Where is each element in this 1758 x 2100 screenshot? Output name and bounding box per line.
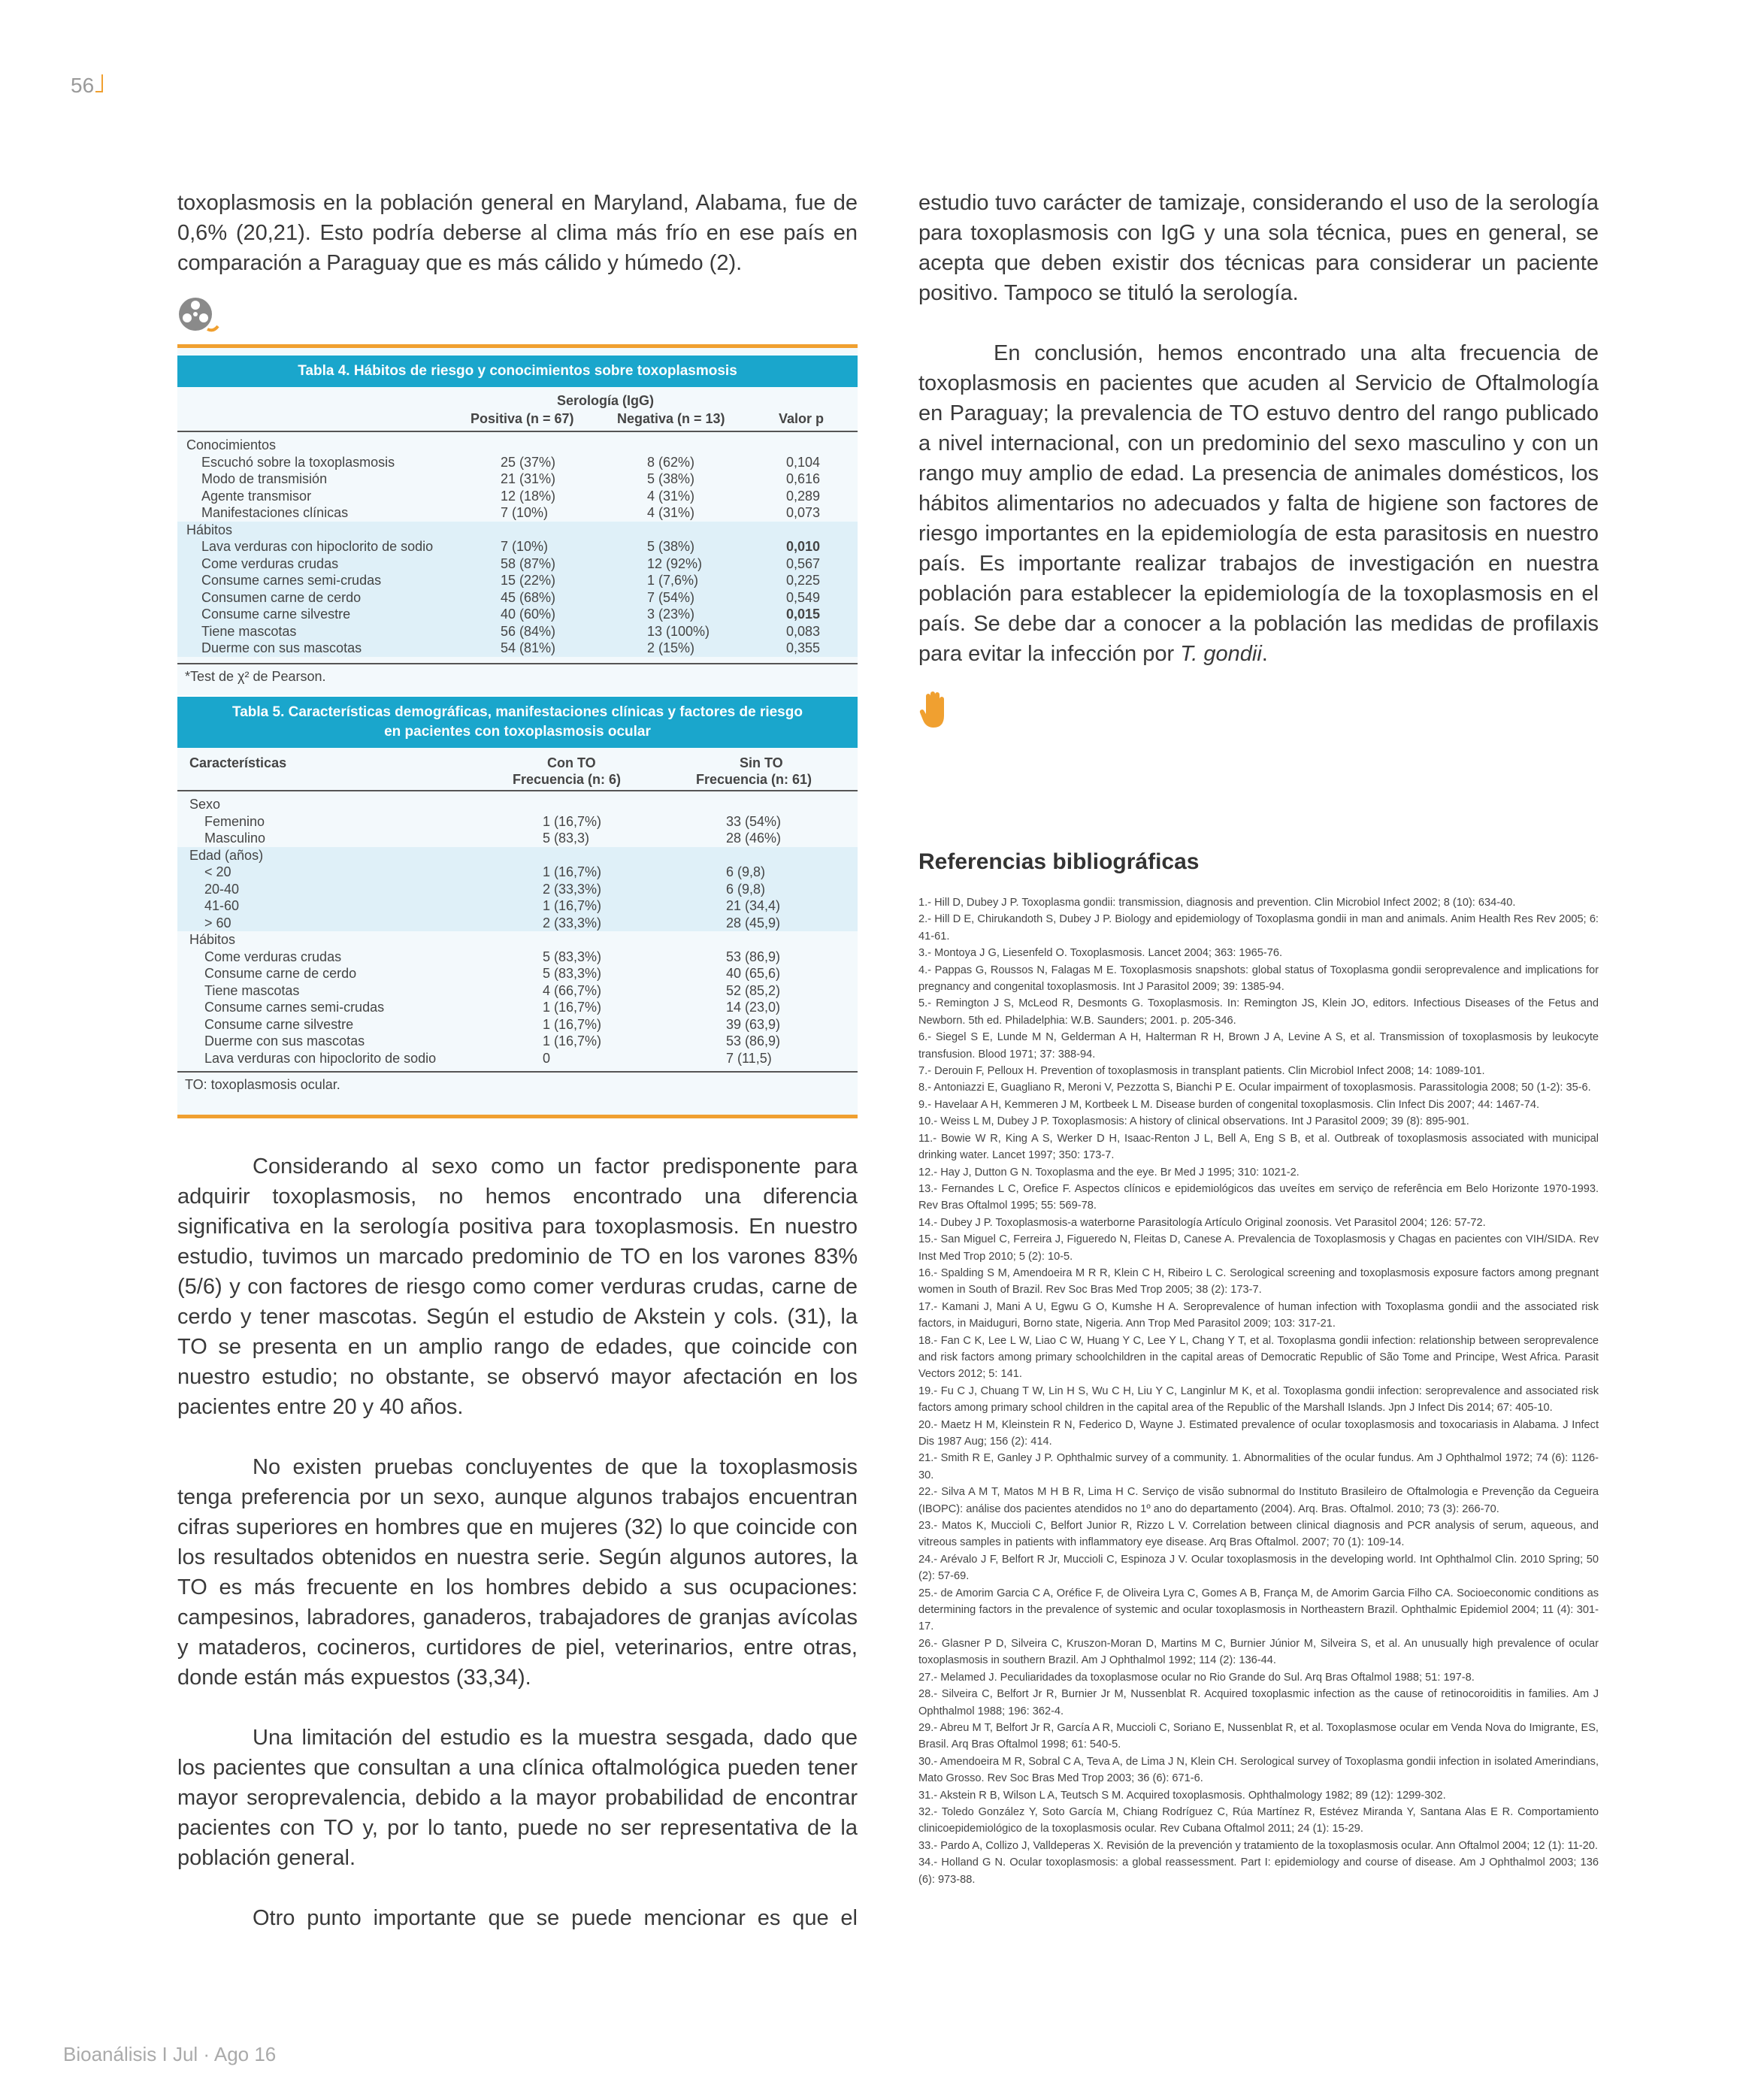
table-cell: 3 (23%) — [647, 607, 695, 622]
table-row — [177, 982, 858, 1000]
table-cell: 0,225 — [786, 573, 821, 588]
table-4-title: Tabla 4. Hábitos de riesgo y conocimientos sobre toxoplasmosis — [177, 356, 858, 387]
table-row — [177, 1033, 858, 1050]
table-cell: 0,549 — [786, 589, 821, 605]
table-cell: 5 (38%) — [647, 471, 695, 486]
table-cell: 13 (100%) — [647, 623, 710, 639]
row-label: 20-40 — [204, 881, 240, 897]
reference-item: 6.- Siegel S E, Lunde M N, Gelderman A H, Halterman R H, Brown J A, Levine A S, et al. Transmission of toxoplasmosis by leukocyte transfusion. Blood 1971; 37: 388-94. — [918, 1031, 1599, 1061]
table-cell: 40 (65,6) — [726, 966, 781, 981]
reference-item: 16.- Spalding S M, Amendoeira M R R, Klein C H, Ribeiro L C. Serological screening and toxoplasmosis exposure factors among pregnant women in South of Brazil. Rev Soc Bras Med Trop 2005; 38 (2): 173-7. — [918, 1266, 1599, 1297]
paragraph: Considerando al sexo como un factor predisponente para adquirir toxoplasmosis, no hemos encontrado una diferencia significativa en la serología positiva para toxoplasmosis. En nuestro estudio, tuvimos un marcado predominio de TO en los varones 83% (5/6) y con factores de riesgo como comer verduras crudas, carne de cerdo y tener mascotas. Según el estudio de Akstein y cols. (31), la TO se presenta en un amplio rango de edades, que coincide con nuestro estudio; no obstante, se observó mayor afectación en los pacientes entre 20 y 40 años. — [177, 1154, 858, 1419]
table-group-label — [177, 796, 858, 813]
table-cell: 5 (83,3%) — [543, 966, 602, 981]
table-section — [177, 931, 858, 1067]
row-label: Tiene mascotas — [204, 982, 300, 998]
table-cell: 4 (31%) — [647, 488, 695, 504]
reference-item: 23.- Matos K, Muccioli C, Belfort Junior R, Rizzo L V. Correlation between clinical diagnosis and PCR analysis of serum, aqueous, and vitreous samples in patients with inflammatory eye disease. Arq Bras Oftalmol. 2007; 70 (1): 109-14. — [918, 1520, 1599, 1549]
table-cell: 0,073 — [786, 505, 821, 520]
reference-item: 13.- Fernandes L C, Orefice F. Aspectos clínicos e epidemiológicos das uveítes em serviço de referência em Belo Horizonte 1970-1993. Rev Bras Oftalmol 1995; 55: 569-78. — [918, 1182, 1599, 1212]
left-column-intro — [177, 188, 858, 308]
reference-item: 15.- San Miguel C, Ferreira J, Figueredo N, Fleitas D, Canese A. Prevalencia de Toxoplasmosis y Chagas en pacientes con VIH/SIDA. Rev Inst Med Trop 2010; 5 (2): 10-5. — [918, 1233, 1599, 1263]
reference-item: 5.- Remington J S, McLeod R, Desmonts G. Toxoplasmosis. In: Remington JS, Klein JO, editors. Infectious Diseases of the Fetus and Newborn. 5th ed. Philadelphia: W.B. Saunders; 2001. p. 205-346. — [918, 997, 1599, 1027]
row-label: < 20 — [204, 864, 231, 879]
table-row — [177, 897, 858, 915]
table-cell: 33 (54%) — [726, 813, 782, 829]
table-4 — [177, 344, 858, 695]
table-4-footnote: *Test de χ² de Pearson. — [177, 663, 858, 689]
row-label: Tiene mascotas — [201, 623, 297, 639]
reference-item: 2.- Hill D E, Chirukandoth S, Dubey J P. Biology and epidemiology of Toxoplasma gondii in man and animals. Anim Health Res Rev 2005; 6: 41-61. — [918, 913, 1599, 943]
table-cell: 4 (66,7%) — [543, 982, 602, 998]
table-4-body — [177, 432, 858, 657]
table-row — [177, 454, 858, 471]
row-label: Consume carne silvestre — [201, 607, 351, 622]
reference-item: 19.- Fu C J, Chuang T W, Lin H S, Wu C H, Liu Y C, Langinlur M K, et al. Toxoplasma gondii infection: seroprevalence and associated risk factors among primary school children in the capital area of the Republic of the Marshall Islands. Jpn J Infect Dis 2014; 67: 405-10. — [918, 1384, 1599, 1415]
table-cell: 7 (10%) — [501, 539, 549, 554]
table-cell: 6 (9,8) — [726, 881, 766, 897]
table-row — [177, 538, 858, 555]
paragraph: En conclusión, hemos encontrado una alta frecuencia de toxoplasmosis en pacientes que acuden al Servicio de Oftalmología en Paraguay; la prevalencia de TO estuvo dentro del rango publicado a nivel internacional, con un predominio del sexo masculino y con un rango muy amplio de edad. La presencia de animales domésticos, los hábitos alimentarios no adecuados y falta de higiene son factores de riesgo importantes en la epidemiología de esta parasitosis en nuestro país. Es importante realizar trabajos de investigación en nuestra población para establecer la epidemiología de la toxoplasmosis en el país. Se debe dar a conocer a la población las medidas de profilaxis para evitar la infección por T. gondii. — [918, 341, 1599, 666]
table-cell: 5 (83,3) — [543, 831, 590, 846]
row-label: Consume carnes semi-crudas — [201, 573, 382, 588]
table-section — [177, 847, 858, 932]
table-cell: 6 (9,8) — [726, 864, 766, 879]
table-group-label — [177, 437, 858, 454]
left-column-body — [177, 1151, 858, 1963]
table-cell: 0,567 — [786, 555, 821, 571]
table-section — [177, 796, 858, 847]
table-cell: 0,104 — [786, 454, 821, 470]
right-column-body — [918, 188, 1599, 699]
table-cell: 1 (16,7%) — [543, 898, 602, 913]
table-row — [177, 623, 858, 640]
reference-item: 4.- Pappas G, Roussos N, Falagas M E. Toxoplasmosis snapshots: global status of Toxoplasma gondii seroprevalence and implications for pregnancy and congenital toxoplasmosis. Int J Parasitol 2009; 39: 1385-94. — [918, 964, 1599, 994]
table-cell: 45 (68%) — [501, 589, 556, 605]
table-row — [177, 555, 858, 573]
table-cell: 0,083 — [786, 623, 821, 639]
table-cell: 7 (10%) — [501, 505, 549, 520]
reference-item: 17.- Kamani J, Mani A U, Egwu G O, Kumshe H A. Seroprevalence of human infection with Toxoplasma gondii and the associated risk factors, in Maiduguri, Borno state, Nigeria. Ann Trop Med Parasitol 2009; 103: 317-21. — [918, 1300, 1599, 1330]
group-label: Hábitos — [189, 932, 236, 947]
table-cell: 15 (22%) — [501, 573, 556, 588]
table-cell: 5 (83,3%) — [543, 949, 602, 964]
reference-item: 14.- Dubey J P. Toxoplasmosis-a waterborne Parasitología Artículo Original zoonosis. Vet Parasitol 2004; 126: 57-72. — [918, 1216, 1486, 1229]
table-section — [177, 437, 858, 522]
reference-item: 32.- Toledo González Y, Soto García M, Chiang Rodríguez C, Rúa Martínez R, Estévez Miranda Y, Santana Alas E R. Comportamiento clinicoepidemiológico de la toxoplasmosis ocular. Rev Cubana Oftalmol 2011; 24 (1): 15-29. — [918, 1805, 1599, 1835]
table-5-footnote: TO: toxoplasmosis ocular. — [177, 1071, 858, 1097]
row-label: Escuchó sobre la toxoplasmosis — [201, 454, 395, 470]
row-label: 41-60 — [204, 898, 240, 913]
table-cell: 1 (16,7%) — [543, 1000, 602, 1015]
table-row — [177, 830, 858, 847]
references-title: Referencias bibliográficas — [918, 849, 1200, 874]
table-cell: 21 (31%) — [501, 471, 556, 486]
table-5-header: Características Con TO Frecuencia (n: 6) Sin TO Frecuencia (n: 61) — [177, 748, 858, 791]
table-cell: 12 (18%) — [501, 488, 556, 504]
paragraph: Otro punto importante que se puede mencionar es que el — [253, 1906, 858, 1930]
paragraph: estudio tuvo carácter de tamizaje, considerando el uso de la serología para toxoplasmosis con IgG y una sola técnica, pues en general, se acepta que deben existir dos técnicas para considerar un paciente positivo. Tampoco se tituló la serología. — [918, 191, 1599, 305]
table-cell: 4 (31%) — [647, 505, 695, 520]
references-list — [918, 894, 1599, 1888]
reference-item: 20.- Maetz H M, Kleinstein R N, Federico D, Wayne J. Estimated prevalence of ocular toxoplasmosis and toxocariasis in Alabama. J Infect Dis 1987 Aug; 156 (2): 414. — [918, 1418, 1599, 1448]
table-cell: 0,355 — [786, 640, 821, 655]
table-cell: 1 (7,6%) — [647, 573, 699, 588]
row-label: Consume carne de cerdo — [204, 966, 357, 981]
group-label: Conocimientos — [186, 437, 277, 452]
reference-item: 31.- Akstein R B, Wilson L A, Teutsch S M. Acquired toxoplasmosis. Ophthalmology 1982; 89 (12): 1299-302. — [918, 1789, 1446, 1802]
table-row — [177, 999, 858, 1016]
table-cell: 1 (16,7%) — [543, 1033, 602, 1048]
table-cell: 0,015 — [786, 607, 821, 622]
reference-item: 7.- Derouin F, Pelloux H. Prevention of toxoplasmosis in transplant patients. Clin Microbiol Infect 2008; 14: 1089-101. — [918, 1065, 1485, 1078]
table-row — [177, 572, 858, 589]
reference-item: 34.- Holland G N. Ocular toxoplasmosis: a global reassessment. Part I: epidemiology and course of disease. Am J Ophthalmol 2003; 136 (6): 973-88. — [918, 1856, 1599, 1886]
table-cell: 1 (16,7%) — [543, 813, 602, 829]
row-label: Consume carne silvestre — [204, 1016, 354, 1032]
reference-item: 12.- Hay J, Dutton G N. Toxoplasma and the eye. Br Med J 1995; 310: 1021-2. — [918, 1166, 1300, 1179]
table-row — [177, 504, 858, 522]
table-row — [177, 471, 858, 488]
row-label: Lava verduras con hipoclorito de sodio — [204, 1050, 437, 1066]
table-row — [177, 965, 858, 982]
table-cell: 2 (33,3%) — [543, 915, 602, 930]
reference-item: 9.- Havelaar A H, Kemmeren J M, Kortbeek L M. Disease burden of congenital toxoplasmosis. Clin Infect Dis 2007; 44: 1467-74. — [918, 1098, 1540, 1111]
table-row — [177, 589, 858, 607]
table-cell: 0,289 — [786, 488, 821, 504]
reference-item: 22.- Silva A M T, Matos M H B R, Lima H C. Serviço de visão subnormal do Instituto Brasileiro de Oftalmologia e Prevenção da Cegueira (IBOPC): análise dos pacientes atendidos no 1º ano do departamento (2004). Arq. Bras. Oftalmol. 2010; 73 (3): 266-70. — [918, 1486, 1599, 1515]
table-row — [177, 915, 858, 932]
footer: Bioanálisis I Jul · Ago 16 — [63, 2043, 277, 2065]
page-number: 56 — [71, 74, 103, 98]
table-cell: 53 (86,9) — [726, 1033, 781, 1048]
table-row — [177, 1050, 858, 1067]
table-cell: 53 (86,9) — [726, 949, 781, 964]
row-label: Manifestaciones clínicas — [201, 505, 349, 520]
table-row — [177, 640, 858, 657]
table-cell: 2 (33,3%) — [543, 881, 602, 897]
table-row — [177, 1016, 858, 1033]
table-cell: 39 (63,9) — [726, 1016, 781, 1032]
row-label: Lava verduras con hipoclorito de sodio — [201, 539, 434, 554]
reference-item: 11.- Bowie W R, King A S, Werker D H, Isaac-Renton J L, Bell A, Eng S B, et al. Outbreak of toxoplasmosis associated with municipal drinking water. Lancet 1997; 350: 173-7. — [918, 1132, 1599, 1162]
reference-item: 30.- Amendoeira M R, Sobral C A, Teva A, de Lima J N, Klein CH. Serological survey of Toxoplasma gondii infection in isolated Amerindians, Mato Grosso. Rev Soc Bras Med Trop 2003; 36 (6): 671-6. — [918, 1755, 1599, 1785]
table-row — [177, 813, 858, 831]
hand-icon — [918, 690, 953, 731]
group-label: Edad (años) — [189, 847, 264, 863]
paragraph: Una limitación del estudio es la muestra sesgada, dado que los pacientes que consultan a una clínica oftalmológica pueden tener mayor seroprevalencia, debido a la mayor probabilidad de encontrar pacientes con TO y, por lo tanto, puede no ser representativa de la población general. — [177, 1726, 858, 1870]
table-row — [177, 881, 858, 898]
table-cell: 7 (11,5) — [726, 1050, 772, 1066]
table-row — [177, 606, 858, 623]
table-cell: 0 — [543, 1050, 551, 1066]
row-label: Come verduras crudas — [201, 555, 339, 571]
row-label: > 60 — [204, 915, 231, 930]
paragraph: No existen pruebas concluyentes de que la toxoplasmosis tenga preferencia por un sexo, aunque algunos trabajos encuentran cifras superiores en hombres que en mujeres (32) lo que coincide con los resultados obtenidos en nuestra serie. Según algunos autores, la TO es más frecuente en los hombres debido a sus ocupaciones: campesinos, labradores, ganaderos, trabajadores de granjas avícolas y mataderos, cocineros, curtidores de piel, veterinarios, entre otras, donde están más expuestos (33,34). — [177, 1455, 858, 1690]
table-cell: 14 (23,0) — [726, 1000, 781, 1015]
reference-item: 27.- Melamed J. Peculiaridades da toxoplasmose ocular no Rio Grande do Sul. Arq Bras Oftalmol 1988; 51: 197-8. — [918, 1671, 1475, 1684]
table-row — [177, 864, 858, 881]
reference-item: 28.- Silveira C, Belfort Jr R, Burnier Jr M, Nussenblat R. Acquired toxoplasmic infection as the cause of retinocoroiditis in families. Am J Ophthalmol 1988; 196: 362-4. — [918, 1688, 1599, 1717]
table-group-label — [177, 522, 858, 539]
reference-item: 33.- Pardo A, Collizo J, Valldeperas X. Revisión de la prevención y tratamiento de la toxoplasmosis ocular. Ann Oftalmol 2004; 12 (1): 11-20. — [918, 1839, 1598, 1852]
reference-item: 8.- Antoniazzi E, Guagliano R, Meroni V, Pezzotta S, Bianchi P E. Ocular impairment of toxoplasmosis. Parassitologia 2008; 50 (1-2): 35-6. — [918, 1082, 1591, 1094]
table-cell: 7 (54%) — [647, 589, 695, 605]
table-cell: 40 (60%) — [501, 607, 556, 622]
table-cell: 0,010 — [786, 539, 821, 554]
reference-item: 25.- de Amorim Garcia C A, Oréfice F, de Oliveira Lyra C, Gomes A B, França M, de Amorim Garcia Filho CA. Socioeconomic conditions as determining factors in the prevalence of systemic and ocular toxoplasmosis in Northeastern Brazil. Ophthalmic Epidemiol 2004; 11 (4): 301-17. — [918, 1587, 1599, 1633]
row-label: Duerme con sus mascotas — [204, 1033, 365, 1048]
table-cell: 21 (34,4) — [726, 898, 781, 913]
table-cell: 25 (37%) — [501, 454, 556, 470]
table-cell: 1 (16,7%) — [543, 864, 602, 879]
table-cell: 2 (15%) — [647, 640, 695, 655]
table-cell: 0,616 — [786, 471, 821, 486]
table-4-header: Serología (IgG) Positiva (n = 67) Negativa (n = 13) Valor p — [177, 387, 858, 432]
table-row — [177, 488, 858, 505]
table-row — [177, 949, 858, 966]
reference-item: 21.- Smith R E, Ganley J P. Ophthalmic survey of a community. 1. Abnormalities of the ocular fundus. Am J Ophthalmol 1972; 74 (6): 1126-30. — [918, 1452, 1599, 1481]
film-reel-icon — [177, 295, 219, 337]
table-section — [177, 522, 858, 657]
row-label: Duerme con sus mascotas — [201, 640, 362, 655]
table-cell: 54 (81%) — [501, 640, 556, 655]
row-label: Masculino — [204, 831, 266, 846]
table-cell: 56 (84%) — [501, 623, 556, 639]
table-group-label — [177, 847, 858, 864]
table-cell: 28 (46%) — [726, 831, 782, 846]
table-cell: 52 (85,2) — [726, 982, 781, 998]
row-label: Consumen carne de cerdo — [201, 589, 362, 605]
table-group-label — [177, 931, 858, 949]
table-5 — [177, 697, 858, 1118]
reference-item: 24.- Arévalo J F, Belfort R Jr, Muccioli C, Espinoza J V. Ocular toxoplasmosis in the developing world. Int Ophthalmol Clin. 2010 Spring; 50 (2): 57-69. — [918, 1553, 1599, 1583]
row-label: Consume carnes semi-crudas — [204, 1000, 385, 1015]
table-5-body — [177, 791, 858, 1067]
paragraph: toxoplasmosis en la población general en Maryland, Alabama, fue de 0,6% (20,21). Esto podría deberse al clima más frío en ese país en comparación a Paraguay que es más cálido y húmedo (2). — [177, 191, 858, 275]
group-label: Hábitos — [186, 522, 233, 537]
table-cell: 58 (87%) — [501, 555, 556, 571]
row-label: Agente transmisor — [201, 488, 312, 504]
row-label: Come verduras crudas — [204, 949, 342, 964]
row-label: Modo de transmisión — [201, 471, 328, 486]
table-5-title: Tabla 5. Características demográficas, manifestaciones clínicas y factores de riesgo en pacientes con toxoplasmosis ocular — [177, 697, 858, 748]
row-label: Femenino — [204, 813, 265, 829]
table-cell: 1 (16,7%) — [543, 1016, 602, 1032]
reference-item: 18.- Fan C K, Lee L W, Liao C W, Huang Y C, Lee Y L, Chang Y T, et al. Toxoplasma gondii infection: relationship between seroprevalence and risk factors among primary schoolchildren in the capital areas of Democratic Republic of São Tome and Principe, West Africa. Parasit Vectors 2012; 5: 141. — [918, 1334, 1599, 1381]
table-cell: 12 (92%) — [647, 555, 703, 571]
group-label: Sexo — [189, 797, 221, 812]
table-cell: 8 (62%) — [647, 454, 695, 470]
reference-item: 10.- Weiss L M, Dubey J P. Toxoplasmosis: A history of clinical observations. Int J Parasitol 2009; 39 (8): 895-901. — [918, 1115, 1469, 1128]
reference-item: 26.- Glasner P D, Silveira C, Kruszon-Moran D, Martins M C, Burnier Júnior M, Silveira S, et al. An unusually high prevalence of ocular toxoplasmosis in southern Brazil. Am J Ophthalmol 1992; 114 (2): 136-44. — [918, 1637, 1599, 1667]
reference-item: 29.- Abreu M T, Belfort Jr R, García A R, Muccioli C, Soriano E, Nussenblat R, et al. Toxoplasmose ocular em Venda Nova do Imigrante, ES, Brasil. Arq Bras Oftalmol 1998; 61: 540-5. — [918, 1721, 1599, 1751]
table-cell: 5 (38%) — [647, 539, 695, 554]
table-cell: 28 (45,9) — [726, 915, 781, 930]
reference-item: 3.- Montoya J G, Liesenfeld O. Toxoplasmosis. Lancet 2004; 363: 1965-76. — [918, 947, 1283, 960]
reference-item: 1.- Hill D, Dubey J P. Toxoplasma gondii: transmission, diagnosis and prevention. Clin Microbiol Infect 2002; 8 (10): 634-40. — [918, 897, 1516, 909]
